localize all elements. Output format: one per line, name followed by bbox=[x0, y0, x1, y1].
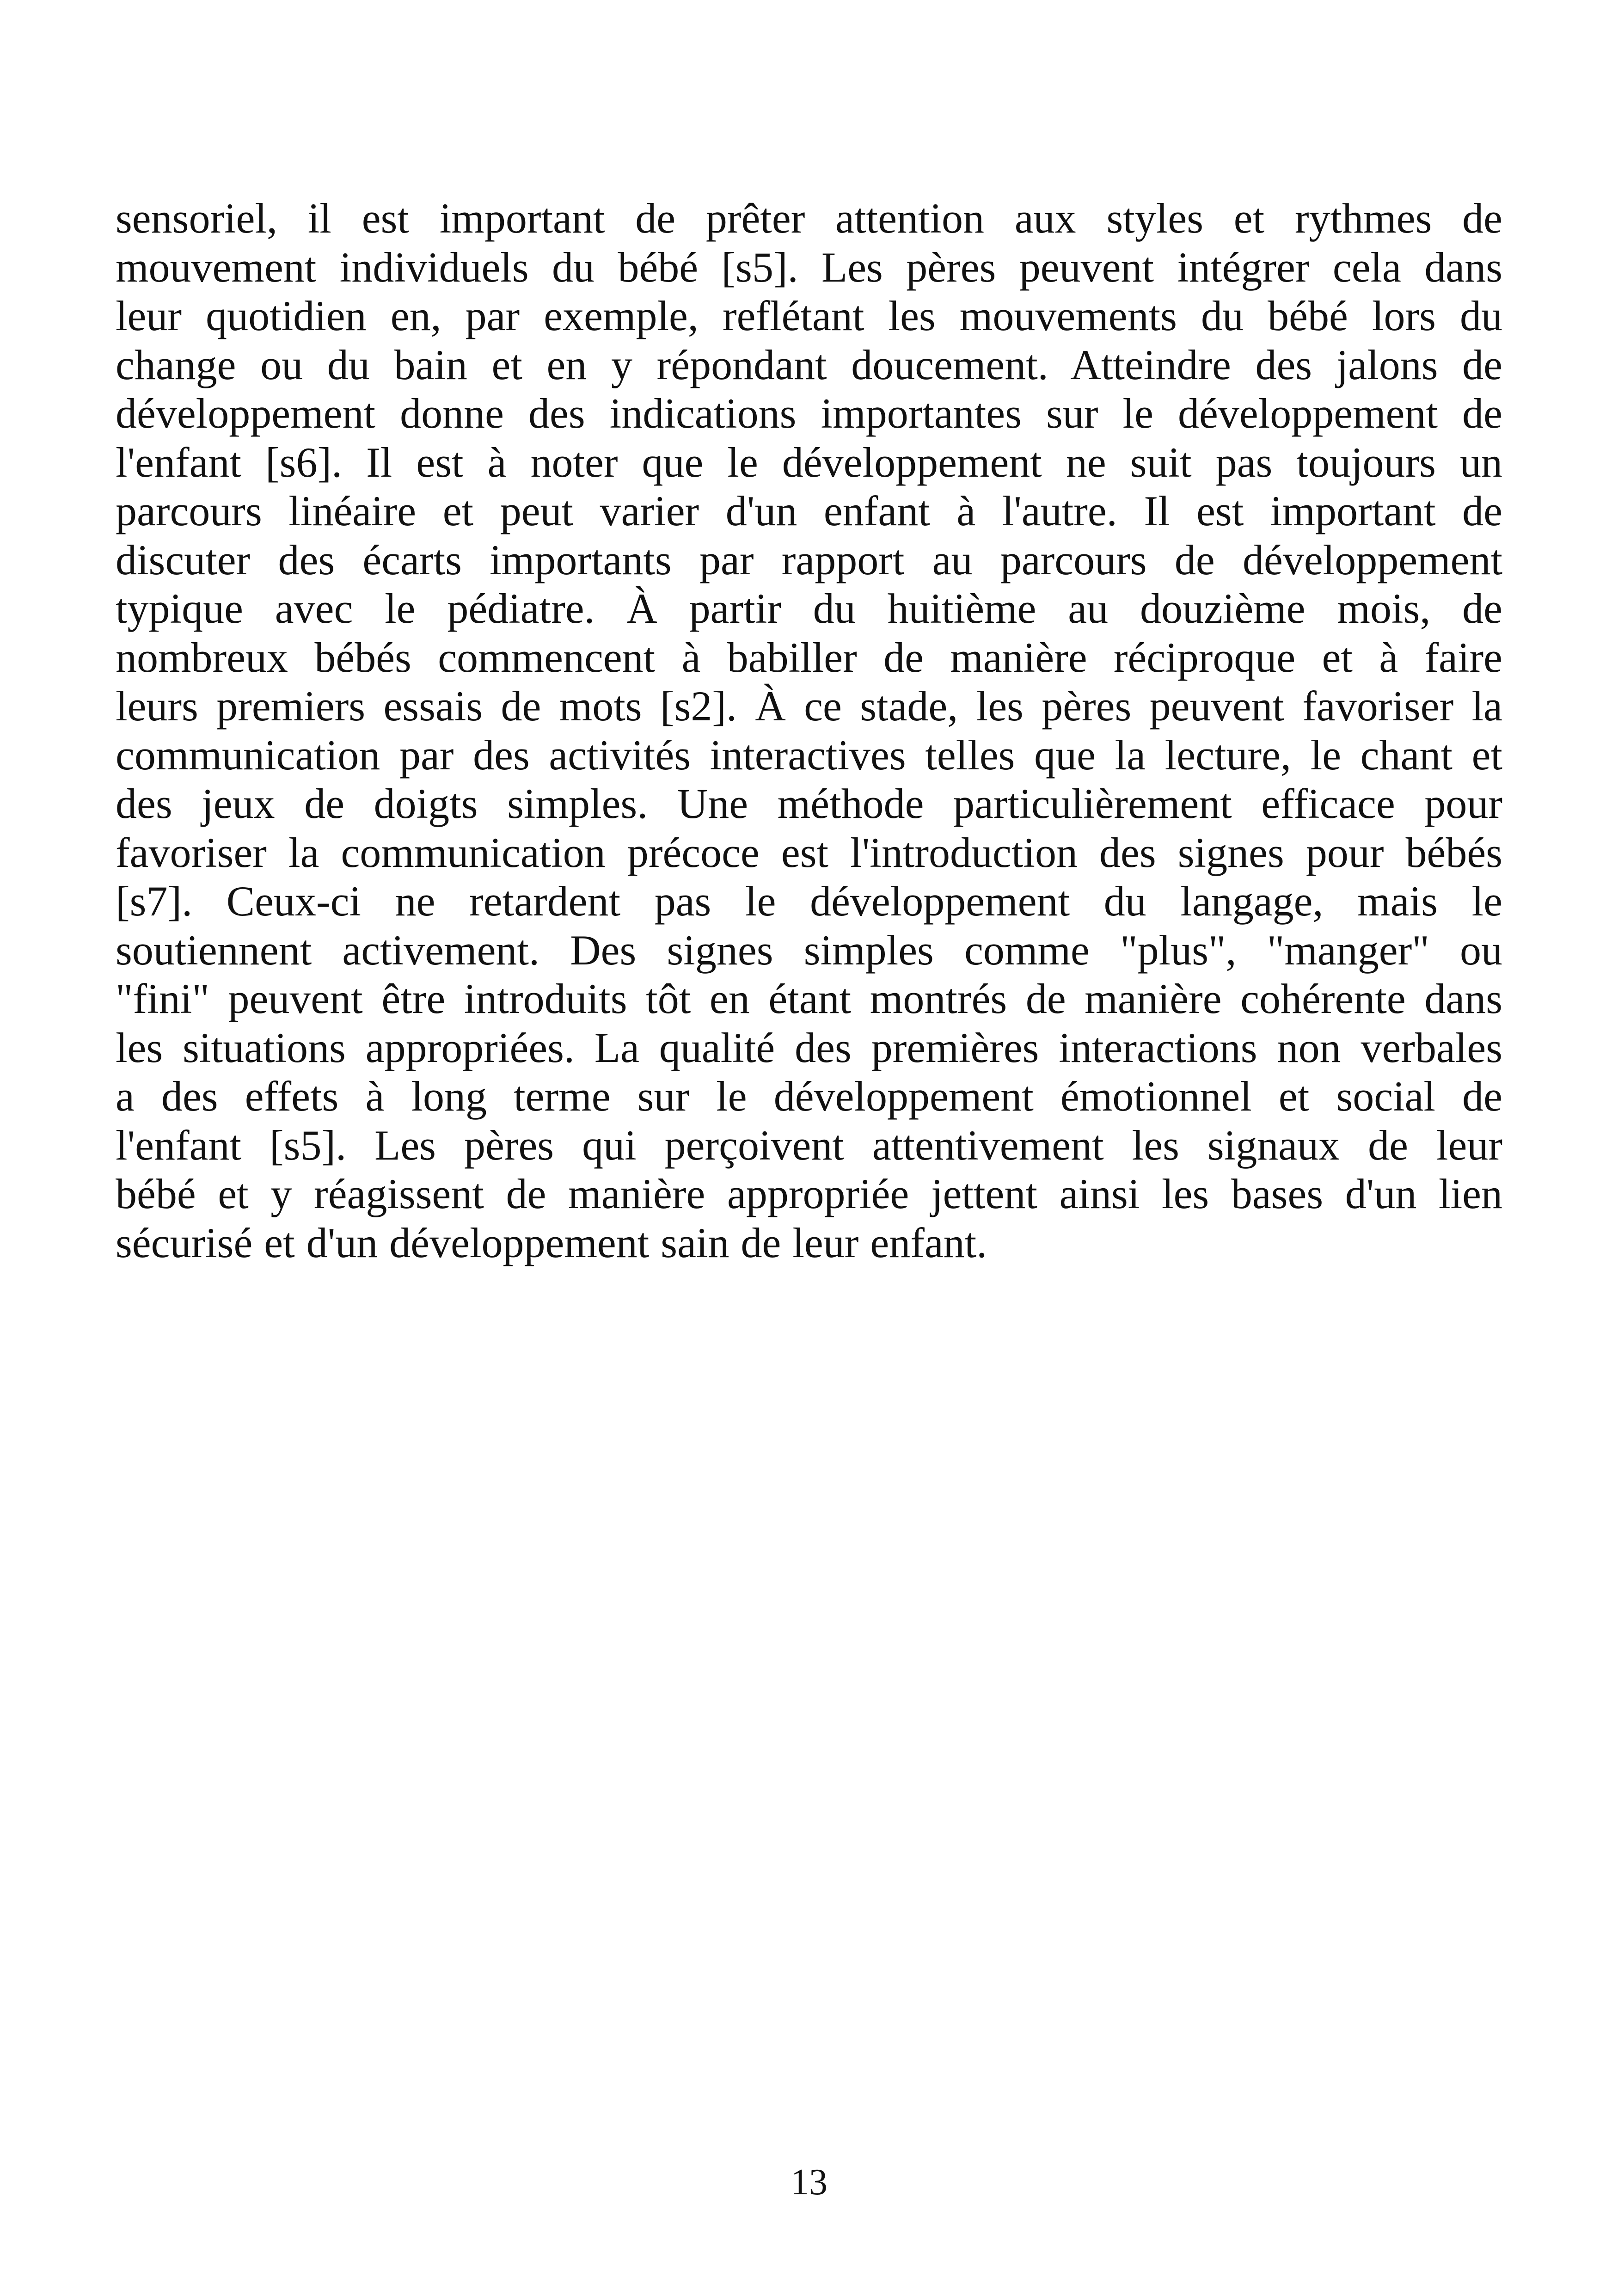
text-line: communication par des activités interactives telles que la lecture, le chant et bbox=[116, 731, 1502, 779]
text-line: parcours linéaire et peut varier d'un enfant à l'autre. Il est important de bbox=[116, 487, 1502, 534]
text-line: [s7]. Ceux-ci ne retardent pas le développement du langage, mais le bbox=[116, 878, 1502, 925]
text-line: développement donne des indications importantes sur le développement de bbox=[116, 390, 1502, 437]
text-line: favoriser la communication précoce est l'introduction des signes pour bébés bbox=[116, 829, 1502, 876]
text-line: typique avec le pédiatre. À partir du huitième au douzième mois, de bbox=[116, 585, 1502, 632]
text-line: l'enfant [s5]. Les pères qui perçoivent attentivement les signaux de leur bbox=[116, 1121, 1502, 1169]
page-number: 13 bbox=[791, 2162, 827, 2203]
text-line: leurs premiers essais de mots [s2]. À ce stade, les pères peuvent favoriser la bbox=[116, 682, 1502, 730]
text-line: discuter des écarts importants par rapport au parcours de développement bbox=[116, 536, 1502, 583]
text-line: bébé et y réagissent de manière appropriée jettent ainsi les bases d'un lien bbox=[116, 1170, 1502, 1217]
body-paragraph bbox=[116, 194, 1502, 1267]
text-line: "fini" peuvent être introduits tôt en étant montrés de manière cohérente dans bbox=[116, 975, 1502, 1022]
text-line: change ou du bain et en y répondant doucement. Atteindre des jalons de bbox=[116, 341, 1502, 388]
text-line: soutiennent activement. Des signes simples comme "plus", "manger" ou bbox=[116, 926, 1502, 974]
text-line: des jeux de doigts simples. Une méthode particulièrement efficace pour bbox=[116, 780, 1502, 827]
text-line: a des effets à long terme sur le développement émotionnel et social de bbox=[116, 1073, 1502, 1120]
text-line: l'enfant [s6]. Il est à noter que le développement ne suit pas toujours un bbox=[116, 438, 1502, 486]
text-line: sensoriel, il est important de prêter attention aux styles et rythmes de bbox=[116, 195, 1502, 242]
text-line: les situations appropriées. La qualité des premières interactions non verbales bbox=[116, 1024, 1502, 1071]
text-line: mouvement individuels du bébé [s5]. Les pères peuvent intégrer cela dans bbox=[116, 243, 1502, 291]
text-line: nombreux bébés commencent à babiller de manière réciproque et à faire bbox=[116, 633, 1502, 681]
text-line: leur quotidien en, par exemple, reflétant les mouvements du bébé lors du bbox=[116, 292, 1502, 339]
text-line-last: sécurisé et d'un développement sain de leur enfant. bbox=[116, 1219, 987, 1266]
